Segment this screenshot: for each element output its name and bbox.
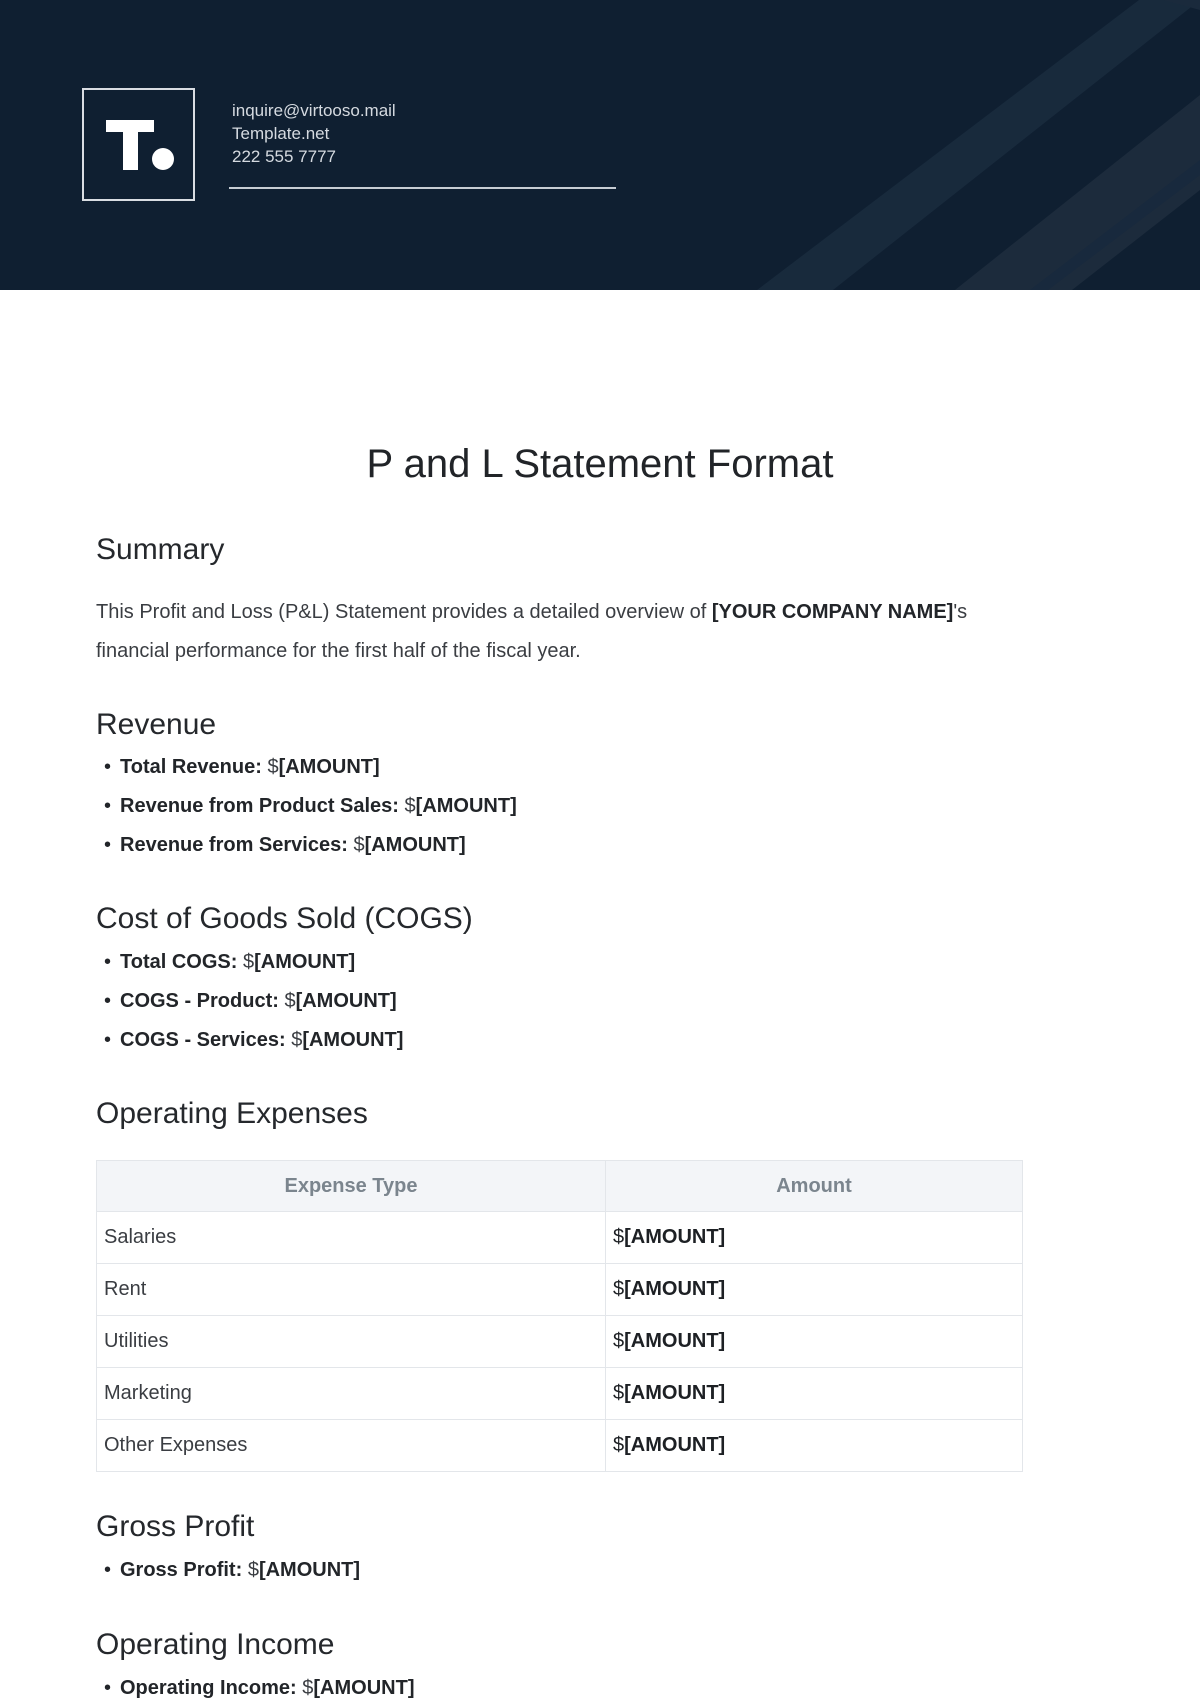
list-item: [104, 787, 517, 826]
list-item: [104, 943, 403, 982]
currency-symbol: $: [613, 1434, 625, 1456]
table-row: [97, 1368, 1023, 1420]
item-label: COGS - Product:: [120, 990, 279, 1012]
amount-placeholder: [AMOUNT]: [278, 756, 380, 778]
summary-text-start: This Profit and Loss (P&L) Statement provides a detailed overview of: [96, 601, 712, 623]
amount-placeholder: [AMOUNT]: [624, 1382, 726, 1404]
table-row: [97, 1316, 1023, 1368]
bullet-icon: •: [104, 834, 112, 856]
bullet-icon: •: [104, 756, 112, 778]
operating-income-list: [104, 1669, 414, 1700]
item-label: Revenue from Product Sales:: [120, 795, 399, 817]
section-heading-gross-profit: Gross Profit: [96, 1510, 255, 1543]
currency-symbol: $: [613, 1330, 625, 1352]
expense-type-cell: Utilities: [97, 1316, 606, 1368]
table-row: [97, 1212, 1023, 1264]
amount-placeholder: [AMOUNT]: [624, 1434, 726, 1456]
letterhead-banner: [0, 0, 1200, 290]
list-item: [104, 1021, 403, 1060]
company-logo: [82, 88, 195, 201]
contact-website[interactable]: Template.net: [232, 124, 330, 143]
operating-expenses-table: [96, 1160, 1023, 1472]
list-item: [104, 1551, 360, 1590]
item-label: Gross Profit:: [120, 1559, 243, 1581]
section-heading-revenue: Revenue: [96, 708, 217, 741]
section-heading-summary: Summary: [96, 533, 225, 566]
amount-placeholder: [AMOUNT]: [258, 1559, 361, 1581]
currency-symbol: $: [613, 1278, 625, 1300]
amount-placeholder: [AMOUNT]: [302, 1029, 404, 1051]
item-label: Total COGS:: [120, 951, 238, 973]
amount-cell: [606, 1212, 1023, 1264]
currency-symbol: $: [613, 1226, 625, 1248]
expense-type-cell: Other Expenses: [97, 1420, 606, 1472]
expense-type-cell: Salaries: [97, 1212, 606, 1264]
revenue-list: [104, 748, 517, 865]
list-item: [104, 748, 517, 787]
currency-symbol: $: [242, 951, 255, 973]
currency-symbol: $: [247, 1559, 259, 1581]
currency-symbol: $: [291, 1029, 303, 1051]
currency-symbol: $: [284, 990, 296, 1012]
table-row: [97, 1264, 1023, 1316]
amount-cell: [606, 1316, 1023, 1368]
amount-placeholder: [AMOUNT]: [415, 795, 517, 817]
section-heading-operating-income: Operating Income: [96, 1628, 335, 1661]
amount-placeholder: [AMOUNT]: [313, 1677, 415, 1699]
bullet-icon: •: [104, 1029, 112, 1051]
currency-symbol: $: [353, 834, 365, 856]
bullet-icon: •: [104, 951, 112, 973]
summary-paragraph: [96, 593, 1016, 671]
item-label: Operating Income:: [120, 1677, 297, 1699]
currency-symbol: $: [267, 756, 279, 778]
currency-symbol: $: [404, 795, 416, 817]
expense-type-cell: Marketing: [97, 1368, 606, 1420]
contact-info: [232, 99, 396, 168]
logo-t-stem-icon: [123, 120, 138, 170]
bullet-icon: •: [104, 1559, 112, 1581]
list-item: [104, 982, 403, 1021]
summary-text-end: 's financial performance for the first half of the fiscal year.: [96, 601, 968, 662]
column-header-expense-type: Expense Type: [97, 1161, 606, 1212]
page-title: P and L Statement Format: [366, 442, 834, 486]
section-heading-cogs: Cost of Goods Sold (COGS): [96, 902, 473, 935]
item-label: COGS - Services:: [120, 1029, 286, 1051]
column-header-amount: Amount: [606, 1161, 1023, 1212]
amount-placeholder: [AMOUNT]: [295, 990, 397, 1012]
contact-divider: [229, 187, 616, 189]
currency-symbol: $: [613, 1382, 625, 1404]
amount-placeholder: [AMOUNT]: [624, 1330, 726, 1352]
list-item: [104, 1669, 414, 1700]
list-item: [104, 826, 517, 865]
bullet-icon: •: [104, 1677, 112, 1699]
amount-cell: [606, 1368, 1023, 1420]
contact-phone: 222 555 7777: [232, 147, 336, 166]
amount-placeholder: [AMOUNT]: [624, 1226, 726, 1248]
item-label: Revenue from Services:: [120, 834, 348, 856]
bullet-icon: •: [104, 990, 112, 1012]
contact-email[interactable]: inquire@virtooso.mail: [232, 101, 396, 120]
gross-profit-list: [104, 1551, 360, 1590]
amount-placeholder: [AMOUNT]: [624, 1278, 726, 1300]
bullet-icon: •: [104, 795, 112, 817]
cogs-list: [104, 943, 403, 1060]
amount-cell: [606, 1420, 1023, 1472]
section-heading-operating-expenses: Operating Expenses: [96, 1097, 368, 1130]
amount-cell: [606, 1264, 1023, 1316]
item-label: Total Revenue:: [120, 756, 262, 778]
expense-type-cell: Rent: [97, 1264, 606, 1316]
table-row: [97, 1420, 1023, 1472]
amount-placeholder: [AMOUNT]: [364, 834, 466, 856]
company-name-placeholder: [YOUR COMPANY NAME]: [711, 601, 954, 623]
logo-dot-icon: [152, 148, 174, 170]
table-header-row: [97, 1161, 1023, 1212]
amount-placeholder: [AMOUNT]: [254, 951, 356, 973]
currency-symbol: $: [302, 1677, 314, 1699]
